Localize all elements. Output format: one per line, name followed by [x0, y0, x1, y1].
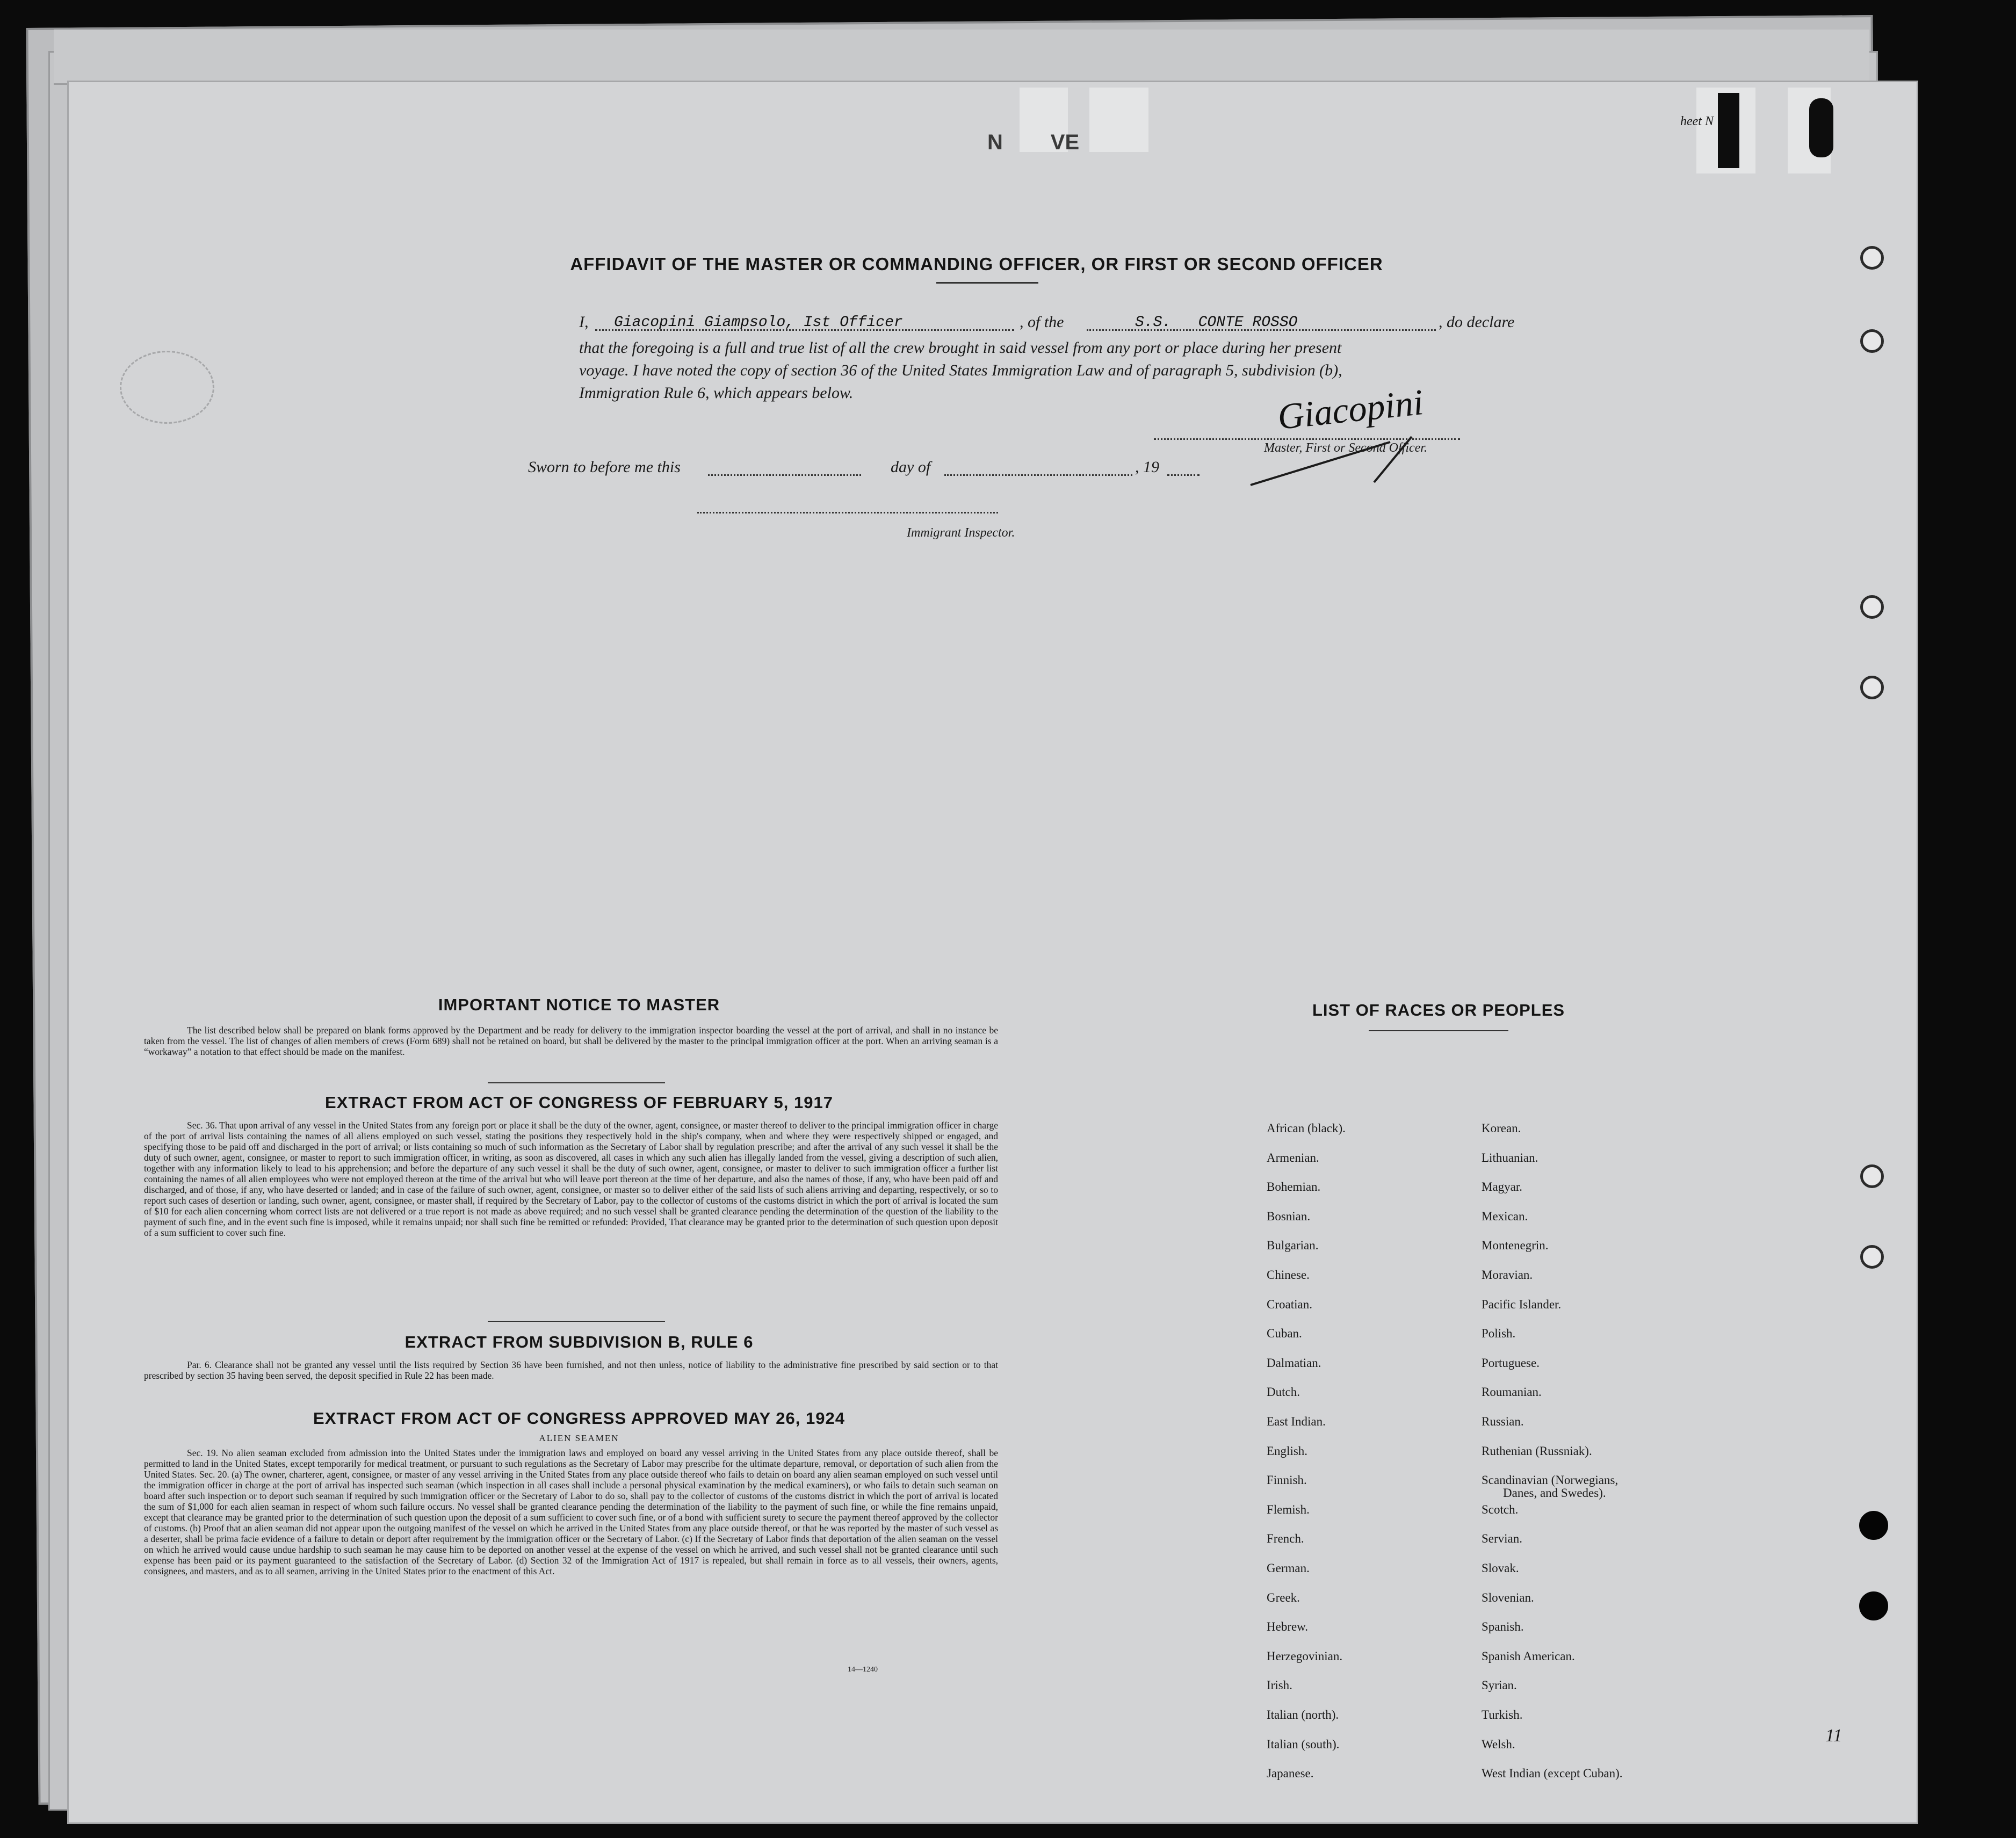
race-item: Herzegovinian. — [1267, 1649, 1343, 1663]
of-the-text: , of the — [1020, 313, 1064, 331]
race-item: Flemish. — [1267, 1502, 1310, 1516]
race-item: Italian (north). — [1267, 1708, 1339, 1721]
race-item: Spanish. — [1482, 1620, 1524, 1634]
race-item: Greek. — [1267, 1590, 1300, 1604]
inspector-line — [697, 512, 998, 513]
sworn-year: , 19 — [1135, 458, 1159, 476]
inspector-caption: Immigrant Inspector. — [907, 526, 1015, 540]
binder-hole — [1860, 1245, 1884, 1269]
race-item: Mexican. — [1482, 1209, 1528, 1223]
race-item: African (black). — [1267, 1121, 1346, 1135]
races-title-underline — [1369, 1030, 1508, 1031]
extract-rule6-title: EXTRACT FROM SUBDIVISION B, RULE 6 — [404, 1333, 754, 1351]
race-item: Slovenian. — [1482, 1590, 1534, 1604]
notice-title: IMPORTANT NOTICE TO MASTER — [438, 995, 720, 1014]
faded-heading: N VE — [987, 131, 1080, 154]
notice-body: The list described below shall be prepared on blank forms approved by the Department and be ready for delivery to the immigration inspector boarding the vessel at the port of arrival, and shall in no instance be taken from the vessel. The list of changes of alien members of crews (Form 689) shall not be retained on board, but shall be delivered by the master to the principal immigration officer at the port. When an arriving seaman is a “workaway” a notation to that effect should be made on the manifest. — [144, 1025, 998, 1057]
form-number: 14—1240 — [848, 1666, 878, 1674]
binder-hole — [1860, 246, 1884, 270]
affidavit-line-4: Immigration Rule 6, which appears below. — [579, 384, 854, 402]
race-item: East Indian. — [1267, 1415, 1326, 1428]
race-item: Lithuanian. — [1482, 1150, 1538, 1164]
binder-hole — [1860, 676, 1884, 699]
sheet-number-ink — [1718, 93, 1739, 168]
race-item: Russian. — [1482, 1415, 1524, 1428]
binder-hole — [1860, 595, 1884, 619]
extract-rule6-body: Par. 6. Clearance shall not be granted any vessel until the lists required by Section 36 have been furnished, and not then unless, notice of liability to the administrative fine prescribed by said section or to that prescribed by section 35 having been served, the deposit specified in Rule 22 has been made. — [144, 1359, 998, 1381]
extract-1917-body: Sec. 36. That upon arrival of any vessel in the United States from any foreign port or place it shall be the duty of the owner, agent, consignee, or master thereof to deliver to the principal immigration officer in charge of the port of arrival lists containing the names of all aliens employed on such vessel, stating the positions they respectively hold in the ship's company, when and where they were respectively shipped or engaged, and specifying those to be paid off and discharged in the port of arrival; or lists containing so much of such information as the Secretary of Labor shall by regulation prescribe; and after the arrival of any such vessel it shall be the duty of such owner, agent, consignee, or master to report to such immigration officer, in writing, as soon as discovered, all cases in which any such alien has illegally landed from the vessel, giving a description of such alien, together with any information likely to lead to his apprehension; and before the departure of any such vessel it shall be the duty of such owner, agent, consignee, or master to deliver to such immigration officer a further list containing the names of all alien employees who were not employed thereon at the time of the arrival but who will leave port thereon at the time of her departure, and also the names of those, if any, who have been paid off and discharged, and of those, if any, who have deserted or landed; and in case of the failure of such owner, agent, consignee, or master so to deliver either of the said lists of such aliens arriving and departing, respectively, or so to report such cases of desertion or landing, such owner, agent, consignee, or master shall, if required by the Secretary of Labor, pay to the collector of customs of the customs district in which the port of arrival is located the sum of $10 for each alien concerning whom correct lists are not delivered or a true report is not made as above required; and no such vessel shall be granted clearance pending the determination of the question of the liability to the payment of such fine, and in the event such fine is imposed, while it remains unpaid; nor shall such fine be remitted or refunded: Provided, That clearance may be granted prior to the determination of such question upon deposit of a sum sufficient to cover such fine. — [144, 1120, 998, 1238]
race-item: Syrian. — [1482, 1678, 1517, 1692]
affidavit-line-3: voyage. I have noted the copy of section 36 of the United States Immigration Law and of paragraph 5, subdivision (b), — [579, 361, 1342, 379]
race-item: French. — [1267, 1532, 1304, 1546]
sworn-day-of: day of — [891, 458, 931, 476]
race-item: Magyar. — [1482, 1180, 1523, 1194]
faded-stamp — [120, 351, 214, 424]
binder-hole — [1860, 329, 1884, 353]
race-item: Dalmatian. — [1267, 1356, 1321, 1370]
race-item: English. — [1267, 1444, 1308, 1458]
paper-tab — [1089, 88, 1148, 152]
race-item: Korean. — [1482, 1121, 1521, 1135]
race-item: Pacific Islander. — [1482, 1297, 1562, 1311]
binder-hole-filled — [1859, 1511, 1888, 1540]
race-item: Turkish. — [1482, 1708, 1523, 1721]
sheet-number-label: heet N — [1680, 114, 1714, 128]
race-item: Slovak. — [1482, 1561, 1519, 1575]
race-item: Chinese. — [1267, 1268, 1310, 1282]
document-page — [67, 81, 1918, 1824]
race-item: Servian. — [1482, 1532, 1523, 1546]
affidavit-line-2: that the foregoing is a full and true list of all the crew brought in said vessel from any port or place during her present — [579, 339, 1342, 357]
race-item: Italian (south). — [1267, 1737, 1340, 1751]
signature-flourish — [1240, 431, 1455, 490]
races-title: LIST OF RACES OR PEOPLES — [1312, 1001, 1565, 1019]
race-item: Japanese. — [1267, 1767, 1314, 1781]
race-item: Scotch. — [1482, 1502, 1519, 1516]
extract-1917-title: EXTRACT FROM ACT OF CONGRESS OF FEBRUARY 5, 1917 — [325, 1093, 833, 1112]
race-item: Hebrew. — [1267, 1620, 1309, 1634]
extract-1924-subtitle: ALIEN SEAMEN — [539, 1433, 619, 1443]
do-declare-text: , do declare — [1439, 313, 1515, 331]
race-item: Spanish American. — [1482, 1649, 1575, 1663]
sworn-year-line — [1167, 474, 1200, 476]
race-item: Ruthenian (Russniak). — [1482, 1444, 1592, 1458]
race-item: Portuguese. — [1482, 1356, 1540, 1370]
race-item: Bulgarian. — [1267, 1239, 1319, 1253]
officer-name-field: Giacopini Giampsolo, Ist Officer — [614, 314, 903, 331]
race-item: Moravian. — [1482, 1268, 1533, 1282]
race-item: Dutch. — [1267, 1385, 1300, 1399]
race-item: Irish. — [1267, 1678, 1292, 1692]
sheet-number-ink — [1809, 98, 1833, 157]
race-item: West Indian (except Cuban). — [1482, 1767, 1623, 1781]
extract-1924-title: EXTRACT FROM ACT OF CONGRESS APPROVED MAY 26, 1924 — [313, 1409, 845, 1428]
officer-signature: Giacopini — [1275, 381, 1426, 438]
race-item: Roumanian. — [1482, 1385, 1542, 1399]
extract-1924-body: Sec. 19. No alien seaman excluded from admission into the United States under the immigration laws and employed on board any vessel arriving in the United States from any place outside thereof, shall be permitted to land in the United States, except temporarily for medical treatment, or pursuant to such regulations as the Secretary of Labor may prescribe for the ultimate departure, removal, or deportation of such alien from the United States. Sec. 20. (a) The owner, charterer, agent, consignee, or master of any vessel arriving in the United States from any place outside thereof who fails to detain on board any alien seaman employed on such vessel until the immigration officer in charge at the port of arrival has inspected such seaman (which inspection in all cases shall include a personal physical examination by the medical examiners), or who fails to detain such seaman on board after such inspection or to deport such seaman if required by such immigration officer or the Secretary of Labor to do so, shall pay to the collector of customs of the customs district in which the port of arrival is located the sum of $1,000 for each alien seaman in respect of whom such failure occurs. No vessel shall be granted clearance pending the determination of the liability to the payment of such fine, or while the fine remains unpaid, except that clearance may be granted prior to the determination of such question upon the deposit of a sum sufficient to cover such fine, or of a bond with sufficient surety to secure the payment thereof approved by the collector of customs. (b) Proof that an alien seaman did not appear upon the outgoing manifest of the vessel on which he arrived in the United States from any place outside thereof, or that he was reported by the master of such vessel as a deserter, shall be prima facie evidence of a failure to detain or deport after requirement by the immigration officer or the Secretary of Labor. (c) If the Secretary of Labor finds that deportation of the alien seaman on the vessel on which he arrived would cause undue hardship to such seaman he may cause him to be deported on another vessel at the expense of the vessel on which he arrived, and such vessel shall not be granted clearance until such expense has been paid or its payment guaranteed to the satisfaction of the Secretary of Labor. (d) Section 32 of the Immigration Act of 1917 is repealed, but shall remain in force as to all vessels, their owners, agents, consignees, and masters, and as to all seamen, arriving in the United States prior to the enactment of this Act. — [144, 1448, 998, 1576]
binder-hole-filled — [1859, 1591, 1888, 1620]
sworn-prefix: Sworn to before me this — [528, 458, 681, 476]
corner-page-mark: 11 — [1825, 1726, 1842, 1746]
race-item: Bosnian. — [1267, 1209, 1311, 1223]
race-item: Croatian. — [1267, 1297, 1312, 1311]
race-item-continuation: Danes, and Swedes). — [1503, 1486, 1606, 1500]
sworn-day-line — [708, 474, 861, 476]
race-item: Bohemian. — [1267, 1180, 1321, 1194]
race-item: Armenian. — [1267, 1150, 1319, 1164]
top-folder-strip — [54, 30, 1869, 85]
vessel-name-field: S.S. CONTE ROSSO — [1135, 314, 1298, 331]
affidavit-title: AFFIDAVIT OF THE MASTER OR COMMANDING OFFICER, OR FIRST OR SECOND OFFICER — [570, 254, 1383, 274]
binder-hole — [1860, 1164, 1884, 1188]
race-item: Welsh. — [1482, 1737, 1515, 1751]
race-item: Finnish. — [1267, 1473, 1307, 1487]
divider — [488, 1082, 665, 1083]
title-underline — [936, 282, 1038, 284]
sworn-month-line — [944, 474, 1132, 476]
affidavit-line-1 — [579, 313, 1573, 335]
divider — [488, 1321, 665, 1322]
race-item: German. — [1267, 1561, 1310, 1575]
race-item: Cuban. — [1267, 1327, 1302, 1341]
race-item: Scandinavian (Norwegians, — [1482, 1473, 1618, 1487]
race-item: Montenegrin. — [1482, 1239, 1549, 1253]
race-item: Polish. — [1482, 1327, 1516, 1341]
signature-caption: Master, First or Second Officer. — [1264, 441, 1427, 455]
affidavit-i: I, — [579, 313, 589, 331]
